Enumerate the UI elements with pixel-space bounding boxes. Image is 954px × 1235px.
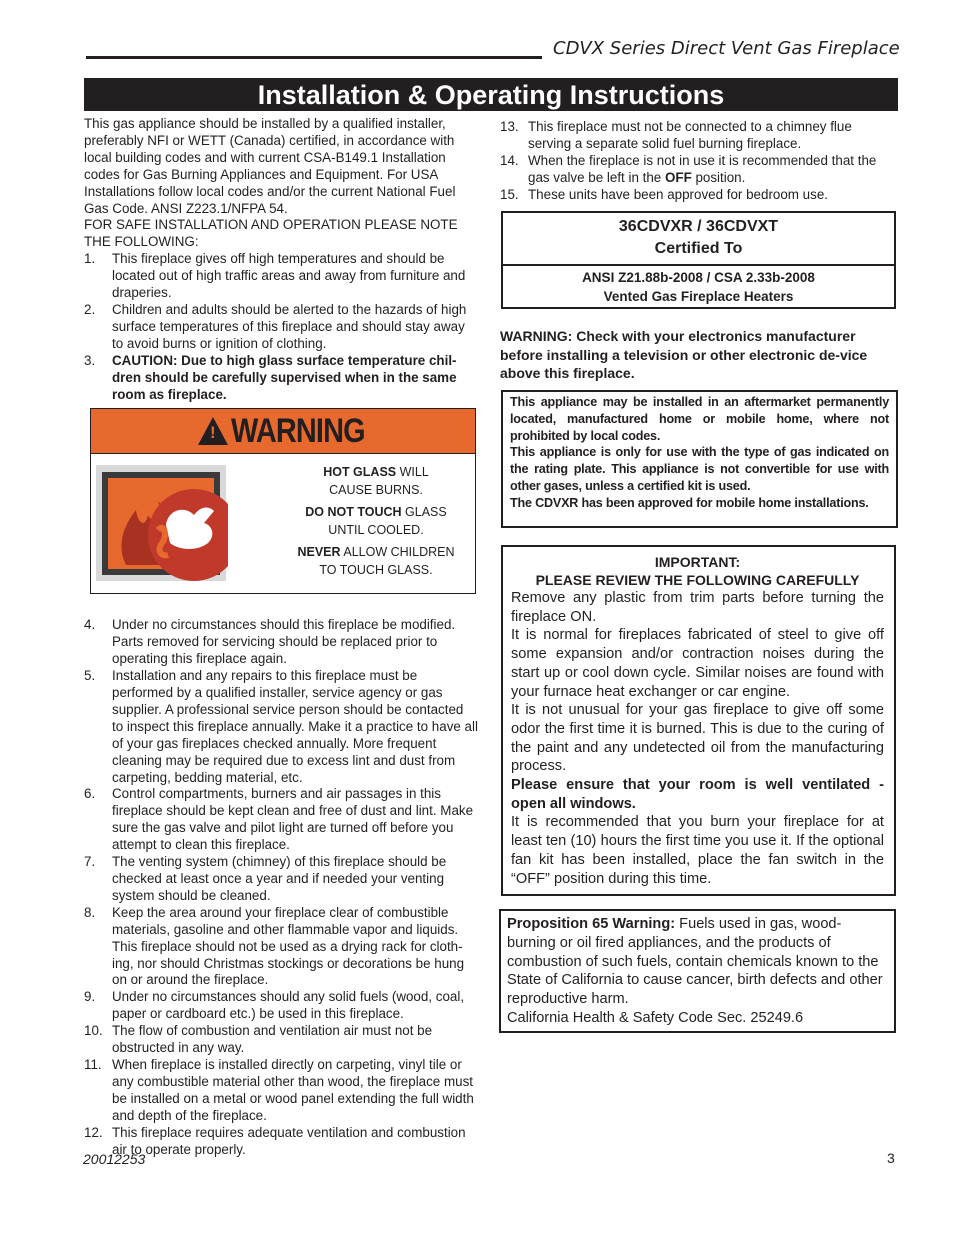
item-number: 13. <box>500 119 519 134</box>
item-text: This fireplace requires adequate ventilation and combustion air to operate properly. <box>112 1124 466 1157</box>
header-rule <box>86 56 542 59</box>
intro-paragraph: This gas appliance should be installed by a qualified installer, preferably NFI or WETT (Canada) certified, in accordance with local building codes and with current CSA-B149.1 Installation codes for Gas Burning Appliances and Equipment. For USA Installations follow local codes and/or the current National Fuel Gas Code. ANSI Z223.1/NFPA 54. <box>84 116 456 216</box>
important-text: It is not unusual for your gas fireplace to give off some odor the first time it is burned. This is due to the curing of the paint and any undetected oil from the manufacturing process. <box>511 702 884 775</box>
item-text: When fireplace is installed directly on carpeting, vinyl tile or any combustible material other than wood, the fireplace must be installed on a metal or wood panel extending the full width and depth of the fireplace. <box>112 1056 474 1123</box>
item-text: Control compartments, burners and air passages in this fireplace should be kept clean and free of dust and lint. Make sure the gas valve and pilot light are turned off before you attempt to clean this fireplace. <box>112 786 474 853</box>
safety-list-c <box>500 119 896 204</box>
list-item <box>500 119 896 153</box>
warning-word: WARNING <box>231 411 365 450</box>
item-number: 10. <box>84 1023 103 1039</box>
safety-list-a <box>84 251 478 403</box>
certification-box <box>501 211 896 309</box>
prop65-code: California Health & Safety Code Sec. 25249.6 <box>507 1009 804 1026</box>
warning-text-bold: HOT GLASS <box>323 465 397 479</box>
important-text: It is normal for fireplaces fabricated of steel to give off some expansion and/or contraction noises during the start up or cool down cycle. Similar noises are found with your furnace heat exchanger or car engine. <box>511 627 884 700</box>
item-text: position. <box>691 169 746 185</box>
item-text: Under no circumstances should this fireplace be modified. Parts removed for servicing should be replaced prior to operating this fireplace again. <box>112 617 456 667</box>
important-heading <box>511 553 884 589</box>
warning-text <box>281 463 471 583</box>
item-number: 4. <box>84 617 96 633</box>
warning-label <box>90 408 476 594</box>
safe-note: FOR SAFE INSTALLATION AND OPERATION PLEASE NOTE THE FOLLOWING: <box>84 217 458 250</box>
list-item <box>500 187 896 204</box>
list-item <box>84 251 478 302</box>
mobile-home-text: This appliance may be installed in an aftermarket permanently located, manufactured home or mobile home, where not prohibited by local codes. <box>510 395 889 443</box>
standard-code: ANSI Z21.88b-2008 / CSA 2.33b-2008 <box>582 270 815 285</box>
warning-text-line: TO TOUCH GLASS. <box>319 563 433 577</box>
item-text: The venting system (chimney) of this fireplace should be checked at least once a year and if needed your venting system should be cleaned. <box>112 854 447 903</box>
important-subtitle: PLEASE REVIEW THE FOLLOWING CAREFULLY <box>535 572 860 588</box>
list-item <box>84 1023 478 1057</box>
standard-category: Vented Gas Fireplace Heaters <box>603 289 794 304</box>
item-number: 14. <box>500 152 519 168</box>
item-number: 8. <box>84 904 96 920</box>
item-text: These units have been approved for bedroom use. <box>528 186 828 202</box>
prop65-box <box>499 909 896 1033</box>
warning-triangle-icon <box>198 417 228 445</box>
important-text: It is recommended that you burn your fireplace for at least ten (10) hours the first time you use it. If the optional fan kit has been installed, place the fan switch in the “OFF” position during this time. <box>511 814 884 887</box>
hot-glass-hand-icon <box>96 465 228 587</box>
mobile-home-text: This appliance is only for use with the type of gas indicated on the rating plate. This appliance is not convertible for use with other gases, unless a certified kit is used. <box>510 445 889 493</box>
model-numbers: 36CDVXR / 36CDVXT <box>618 218 779 235</box>
list-item <box>84 989 478 1023</box>
item-number: 15. <box>500 186 519 202</box>
item-text: Children and adults should be alerted to the hazards of high surface temperatures of this fireplace and should stay away to avoid burns or ignition of clothing. <box>112 301 467 351</box>
safety-list-b <box>84 617 478 1158</box>
important-text: Remove any plastic from trim parts before turning the fireplace ON. <box>511 590 884 625</box>
warning-text-bold: DO NOT TOUCH <box>305 505 402 519</box>
item-number: 9. <box>84 989 96 1005</box>
warning-text-line: ALLOW CHILDREN <box>343 545 455 559</box>
list-item <box>84 1057 478 1125</box>
document-number: 20012253 <box>83 1151 146 1167</box>
item-number: 6. <box>84 786 96 802</box>
right-column-list <box>500 119 896 204</box>
list-item <box>500 153 896 187</box>
warning-text-line: CAUSE BURNS. <box>329 483 423 497</box>
item-text: Keep the area around your fireplace clear of combustible materials, gasoline and other flammable vapor and liquids. This fireplace should not be used as a drying rack for cloth-ing, nor should Christmas stockings or decorations be hung on or around the fireplace. <box>112 904 465 988</box>
item-text: This fireplace must not be connected to a chimney flue serving a separate solid fuel burning fireplace. <box>528 119 852 151</box>
item-number: 7. <box>84 854 96 870</box>
left-column <box>84 116 478 1158</box>
list-item <box>84 668 478 786</box>
warning-header <box>91 409 475 454</box>
mobile-home-text: The CDVXR has been approved for mobile home installations. <box>510 495 869 510</box>
certified-to-label: Certified To <box>654 240 743 257</box>
item-text: The flow of combustion and ventilation air must not be obstructed in any way. <box>112 1023 433 1056</box>
list-item <box>84 302 478 353</box>
list-item <box>84 854 478 905</box>
warning-text-line: UNTIL COOLED. <box>328 523 424 537</box>
warning-text-bold: NEVER <box>297 545 341 559</box>
item-number: 1. <box>84 251 96 267</box>
item-text: Under no circumstances should any solid fuels (wood, coal, paper or cardboard etc.) be used in this fireplace. <box>112 989 465 1022</box>
item-number: 11. <box>84 1056 102 1072</box>
page-number: 3 <box>887 1150 895 1166</box>
important-title: IMPORTANT: <box>654 554 741 570</box>
mobile-home-box <box>501 390 898 528</box>
list-item <box>84 786 478 854</box>
list-item <box>84 353 478 404</box>
prop65-text: Fuels used in gas, wood-burning or oil fired appliances, and the products of combustion of such fuels, contain chemicals known to the State of California to cause cancer, birth defects and other reproductive harm. <box>507 916 883 1008</box>
item-text: Installation and any repairs to this fireplace must be performed by a qualified installer, service agency or gas supplier. A professional service person should be contacted to inspect this fireplace annually. Make it a practice to have all of your gas fireplaces checked annually. More frequent cleaning may be required due to excess lint and dust from carpeting, bedding material, etc. <box>112 668 478 785</box>
item-text: When the fireplace is not in use it is recommended that the gas valve be left in the <box>528 152 877 185</box>
prop65-label: Proposition 65 Warning: <box>507 916 676 932</box>
exclamation-mark: ! <box>210 423 216 442</box>
series-title: CDVX Series Direct Vent Gas Fireplace <box>553 38 900 59</box>
important-text-bold: Please ensure that your room is well ventilated - open all windows. <box>511 777 884 812</box>
certification-standard <box>503 266 894 306</box>
list-item <box>84 905 478 990</box>
item-number: 12. <box>84 1124 103 1140</box>
item-number: 2. <box>84 301 96 317</box>
item-text-bold: OFF <box>664 169 692 185</box>
item-number: 3. <box>84 352 96 368</box>
warning-text-line: GLASS <box>405 505 447 519</box>
item-number: 5. <box>84 668 96 684</box>
certification-header <box>503 213 894 266</box>
item-text: This fireplace gives off high temperatures and should be located out of high traffic areas and away from furniture and draperies. <box>112 251 466 301</box>
page-title: Installation & Operating Instructions <box>84 78 898 111</box>
warning-text-line: WILL <box>399 465 429 479</box>
list-item <box>84 617 478 668</box>
important-box <box>501 545 896 896</box>
item-text: CAUTION: Due to high glass surface temperature chil-dren should be carefully supervised when in the same room as fireplace. <box>112 352 457 402</box>
electronics-warning: WARNING: Check with your electronics manufacturer before installing a television or other electronic de-vice above this fireplace. <box>500 328 868 381</box>
